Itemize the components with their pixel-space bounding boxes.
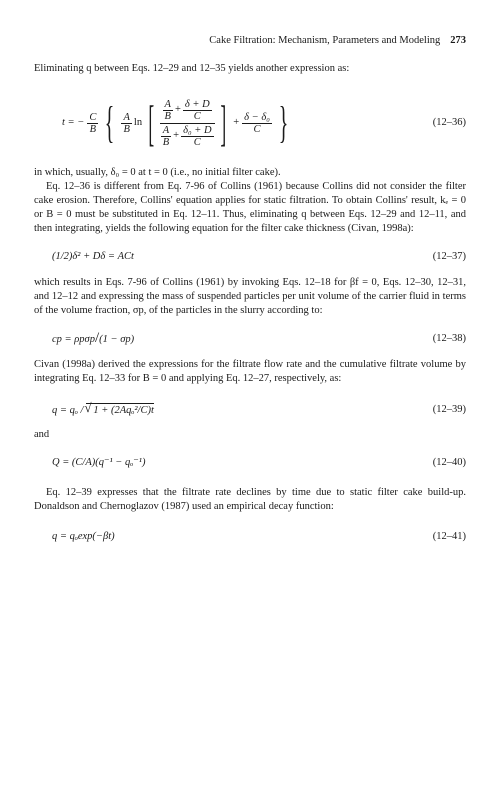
equation-number: (12–40) [432, 457, 466, 468]
eq-lhs: t = − [62, 117, 85, 128]
equation-12-37 [34, 246, 466, 268]
equation-12-39 [34, 398, 466, 422]
paragraph-intro: Eliminating q between Eqs. 12–29 and 12–35 yields another expression as: [34, 63, 350, 74]
paragraph-note: in which, usually, δ₀ = 0 at t = 0 (i.e., no initial filter cake). [34, 167, 281, 178]
frac-a-over-b: $\frac{A}{B}$ [123, 111, 130, 135]
equation-number: (12–37) [432, 251, 466, 262]
paragraph-decline: Eq. 12–39 expresses that the filtrate rate declines by time due to static filter cake build-up. Donaldson and Chernoglazov (1987) used an empirical decay function: [34, 487, 466, 512]
equation-number: (12–38) [432, 333, 466, 344]
word-and: and [34, 429, 50, 440]
equation-body: (1/2)δ² + Dδ = ACt [52, 251, 134, 262]
frac-c-over-b: $\frac{C}{B}$ [89, 111, 97, 135]
equation-body: cp = ρpσp/(1 − σp) [52, 330, 135, 346]
equation-number: (12–39) [432, 404, 466, 415]
paragraph-collins: Eq. 12–36 is different from Eq. 7-96 of Collins (1961) because Collins did not consider the filter cake erosion. Therefore, Collins' equation applies for static filtration. To obtain Collins' result, kₑ = 0 or B = 0 must be substituted in Eq. 12–11. Thus, eliminating q between Eqs. 12–29 and 12–11, and then integrating, yields the following equation for the filter cake thickness (Civan, 1998a): [34, 181, 466, 234]
equation-12-41 [34, 526, 466, 548]
ln-operator: ln [133, 117, 143, 128]
equation-body: t = − $\frac{C}{B}$ { $\frac{A}{B}$ ln [ $\frac{A}{B}$ + $\frac{\delta + D}{C}$ $\frac{A}{B}$ + $\frac{\text{δ₀ + D}}{C}$ ] + $\frac{\text{δ − δ₀}}{C}$ } [62, 95, 289, 151]
running-header [34, 34, 466, 48]
equation-body: q = qₒexp(−βt) [52, 531, 115, 542]
page [34, 34, 466, 774]
right-brace: } [278, 98, 289, 147]
equation-body: q = qₒ /√ 1 + (2Aqₒ²/C)t [52, 403, 154, 418]
equation-12-36 [34, 82, 466, 164]
running-title: Cake Filtration: Mechanism, Parameters and Modeling [209, 35, 441, 46]
left-bracket: [ [148, 95, 155, 151]
frac-delta-diff: $\frac{\text{δ − δ₀}}{C}$ [244, 111, 270, 135]
paragraph-civan: Civan (1998a) derived the expressions for the filtrate flow rate and the cumulative filtrate volume by integrating Eq. 12–33 for B = 0 and applying Eq. 12–27, respectively, as: [34, 359, 466, 384]
left-brace: { [105, 98, 115, 147]
square-root: √ 1 + (2Aqₒ²/C)t [86, 403, 153, 418]
equation-number: (12–36) [432, 117, 466, 128]
equation-number: (12–41) [432, 531, 466, 542]
equation-12-40 [34, 452, 466, 474]
paragraph-invoking: which results in Eqs. 7-96 of Collins (1961) by invoking Eqs. 12–18 for βf = 0, Eqs. 12–30, 12–31, and 12–12 and expressing the mass of suspended particles per unit volume of the carrier fluid in terms of the volume fraction, σp, of the particles in the slurry according to: [34, 277, 466, 316]
log-argument: $\frac{A}{B}$ + $\frac{\delta + D}{C}$ $\frac{A}{B}$ + $\frac{\text{δ₀ + D}}{C}$ [160, 99, 215, 148]
equation-body: Q = (C/A)(q⁻¹ − qₒ⁻¹) [52, 457, 146, 468]
right-bracket: ] [219, 95, 226, 151]
equation-12-38 [34, 328, 466, 350]
page-number: 273 [450, 35, 466, 46]
